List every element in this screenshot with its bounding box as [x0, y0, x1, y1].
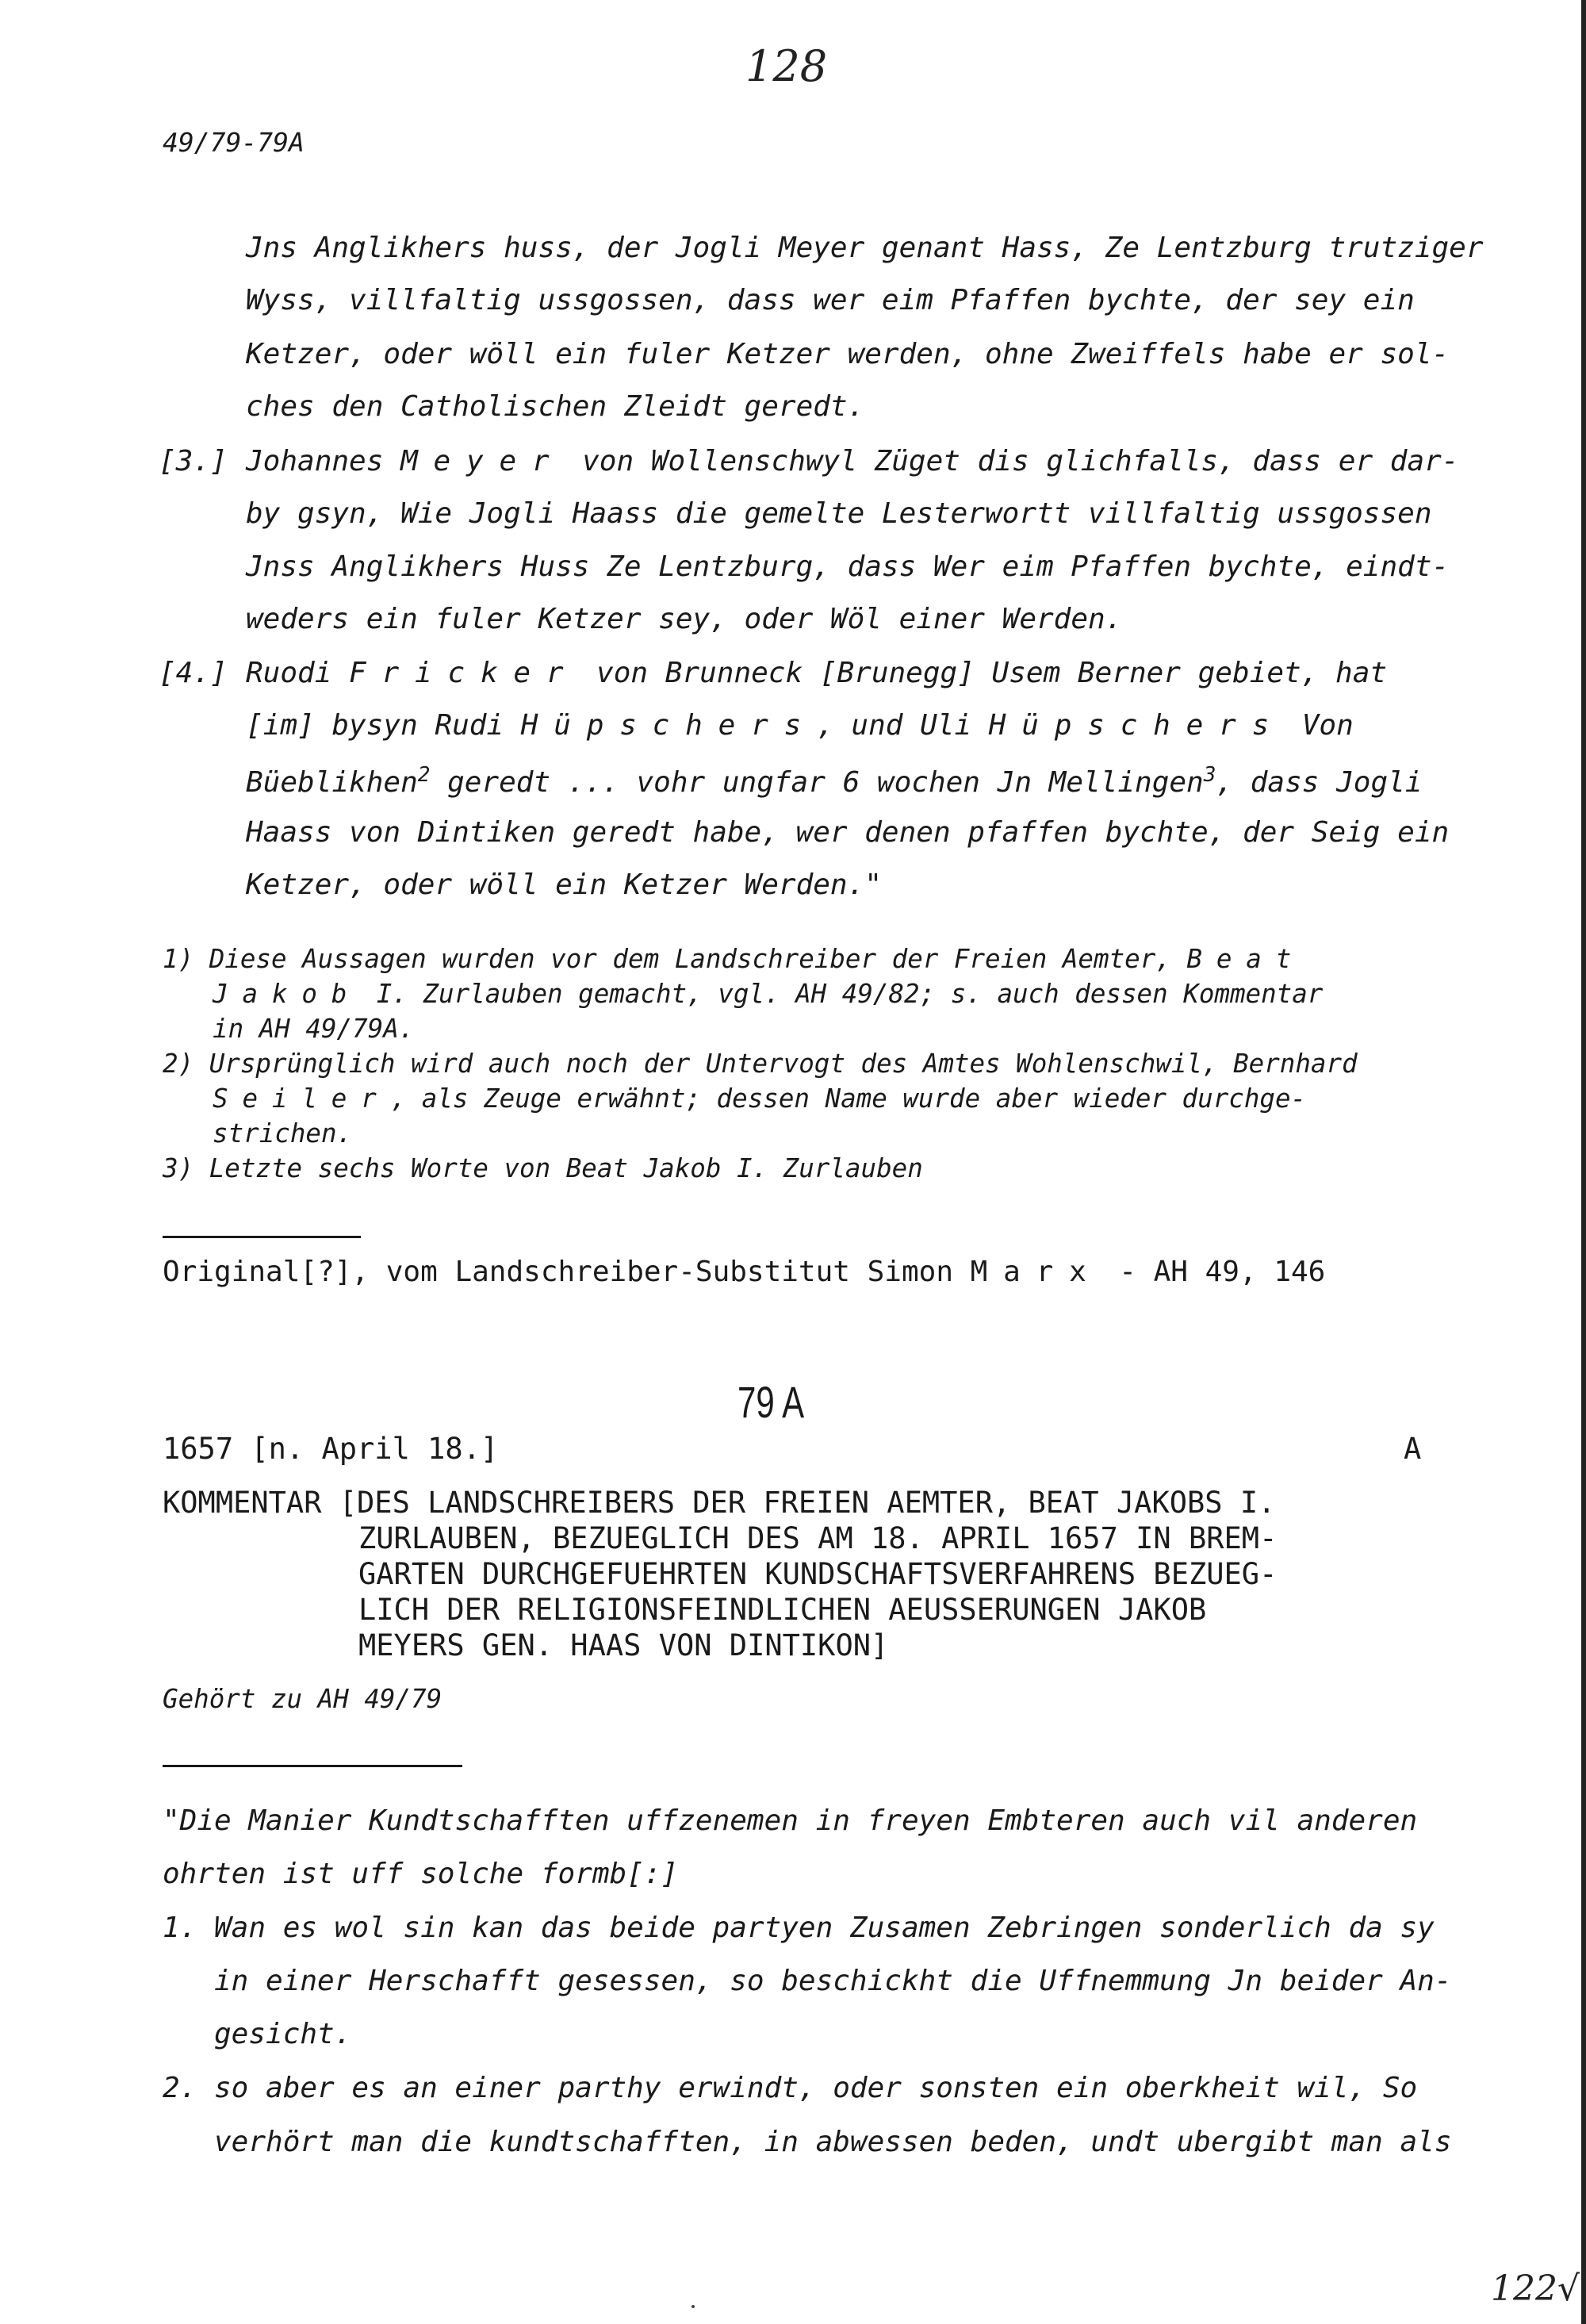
paragraph-1-line-1: Wan es wol sin kan das beide partyen Zusamen Zebringen sonderlich da sy [214, 1912, 1435, 1944]
paragraph-2-line-2: verhört man die kundtschafften, in abwessen beden, undt ubergibt man als [214, 2126, 1452, 2158]
paragraph-2-line-1: so aber es an einer parthy erwindt, oder sonsten ein oberkheit wil, So [214, 2072, 1418, 2104]
item-4-line-2: [im] bysyn Rudi Hüpschers, und Uli Hüpschers Von [246, 709, 1354, 742]
kommentar-heading: KOMMENTAR [DES LANDSCHREIBERS DER FREIEN AEMTER, BEAT JAKOBS I. [163, 1486, 1276, 1520]
spaced-name: Jakob [213, 979, 362, 1009]
item-4-line-5: Ketzer, oder wöll ein Ketzer Werden." [246, 869, 882, 901]
paragraph-1-number: 1. [163, 1912, 197, 1944]
item-4-number: [4.] [159, 657, 228, 689]
item-3-line-3: Jnss Anglikhers Huss Ze Lentzburg, dass Wer eim Pfaffen bychte, eindt- [246, 550, 1450, 583]
item-4-line-3: Büeblikhen$^2$ geredt ... vohr ungfar 6 wochen Jn Mellingen$^3$, dass Jogli [246, 763, 1423, 799]
footnote-2-line-3: strichen. [213, 1118, 353, 1149]
footnote-3: 3) Letzte sechs Worte von Beat Jakob I. Zurlauben [163, 1153, 923, 1183]
handwritten-corner-number: 122√ [1491, 2268, 1580, 2309]
item-3-number: [3.] [159, 445, 228, 477]
footnote-2-line-2: Seiler, als Zeuge erwähnt; dessen Name wurde aber wieder durchge- [213, 1083, 1307, 1114]
scan-dot [691, 2305, 695, 2308]
archive-reference: 49/79-79A [163, 127, 305, 158]
paragraph-2-number: 2. [163, 2072, 197, 2104]
spaced-name: Seiler [213, 1083, 391, 1114]
kommentar-line-2: ZURLAUBEN, BEZUEGLICH DES AM 18. APRIL 1657 IN BREM- [358, 1521, 1278, 1555]
document-number: 79 A [737, 1377, 805, 1427]
footnote-2-line-1: 2) Ursprünglich wird auch noch der Untervogt des Amtes Wohlenschwil, Bernhard [163, 1049, 1358, 1079]
spaced-name: Fricker [349, 657, 580, 689]
separator-rule-2 [163, 1765, 462, 1767]
quote-line-3: Ketzer, oder wöll ein fuler Ketzer werden, ohne Zweiffels habe er sol- [246, 338, 1450, 370]
quote-line-4: ches den Catholischen Zleidt geredt. [246, 390, 865, 423]
footnote-ref-3: 3 [1203, 763, 1216, 787]
body-intro-line-2: ohrten ist uff solche formb[:] [163, 1858, 679, 1890]
spaced-name: Hüpschers [988, 709, 1285, 742]
footnote-1-line-2: Jakob I. Zurlauben gemacht, vgl. AH 49/82; s. auch dessen Kommentar [213, 979, 1324, 1009]
item-4-line-4: Haass von Dintiken geredt habe, wer denen pfaffen bychte, der Seig ein [246, 816, 1450, 849]
separator-rule [163, 1236, 361, 1238]
footnote-ref-2: 2 [417, 763, 431, 787]
item-3-line-1: Johannes Meyer von Wollenschwyl Züget dis glichfalls, dass er dar- [246, 445, 1459, 477]
footnote-1-line-3: in AH 49/79A. [213, 1014, 415, 1044]
quote-line-2: Wyss, villfaltig ussgossen, dass wer eim Pfaffen bychte, der sey ein [246, 284, 1415, 316]
handwritten-page-number: 128 [745, 41, 828, 91]
body-intro-line-1: "Die Manier Kundtschafften uffzenemen in freyen Embteren auch vil anderen [163, 1804, 1418, 1837]
belongs-to-note: Gehört zu AH 49/79 [163, 1684, 442, 1714]
document-letter: A [1404, 1432, 1422, 1466]
quote-line-1: Jns Anglikhers huss, der Jogli Meyer genant Hass, Ze Lentzburg trutziger [246, 232, 1484, 264]
kommentar-line-5: MEYERS GEN. HAAS VON DINTIKON] [358, 1628, 889, 1662]
item-3-line-2: by gsyn, Wie Jogli Haass die gemelte Lesterwortt villfaltig ussgossen [246, 497, 1432, 530]
kommentar-line-3: GARTEN DURCHGEFUEHRTEN KUNDSCHAFTSVERFAHRENS BEZUEG- [358, 1557, 1278, 1591]
paragraph-1-line-2: in einer Herschafft gesessen, so beschickht die Uffnemmung Jn beider An- [214, 1965, 1452, 1997]
kommentar-line-4: LICH DER RELIGIONSFEINDLICHEN AEUSSERUNGEN JAKOB [358, 1593, 1207, 1627]
spaced-name: Marx [970, 1256, 1102, 1288]
document-date: 1657 [n. April 18.] [163, 1432, 499, 1466]
spaced-name: Hüpschers [520, 709, 818, 742]
spaced-name: Meyer [400, 445, 565, 477]
scan-edge [1581, 0, 1586, 2324]
item-3-line-4: weders ein fuler Ketzer sey, oder Wöl einer Werden. [246, 603, 1123, 635]
footnote-1-line-1: 1) Diese Aussagen wurden vor dem Landschreiber der Freien Aemter, Beat [163, 944, 1306, 974]
spaced-name: Beat [1186, 944, 1306, 974]
original-source-line: Original[?], vom Landschreiber-Substitut Simon Marx - AH 49, 146 [163, 1256, 1326, 1288]
paragraph-1-line-3: gesicht. [214, 2018, 352, 2050]
item-4-line-1: Ruodi Fricker von Brunneck [Brunegg] Usem Berner gebiet, hat [246, 657, 1388, 689]
